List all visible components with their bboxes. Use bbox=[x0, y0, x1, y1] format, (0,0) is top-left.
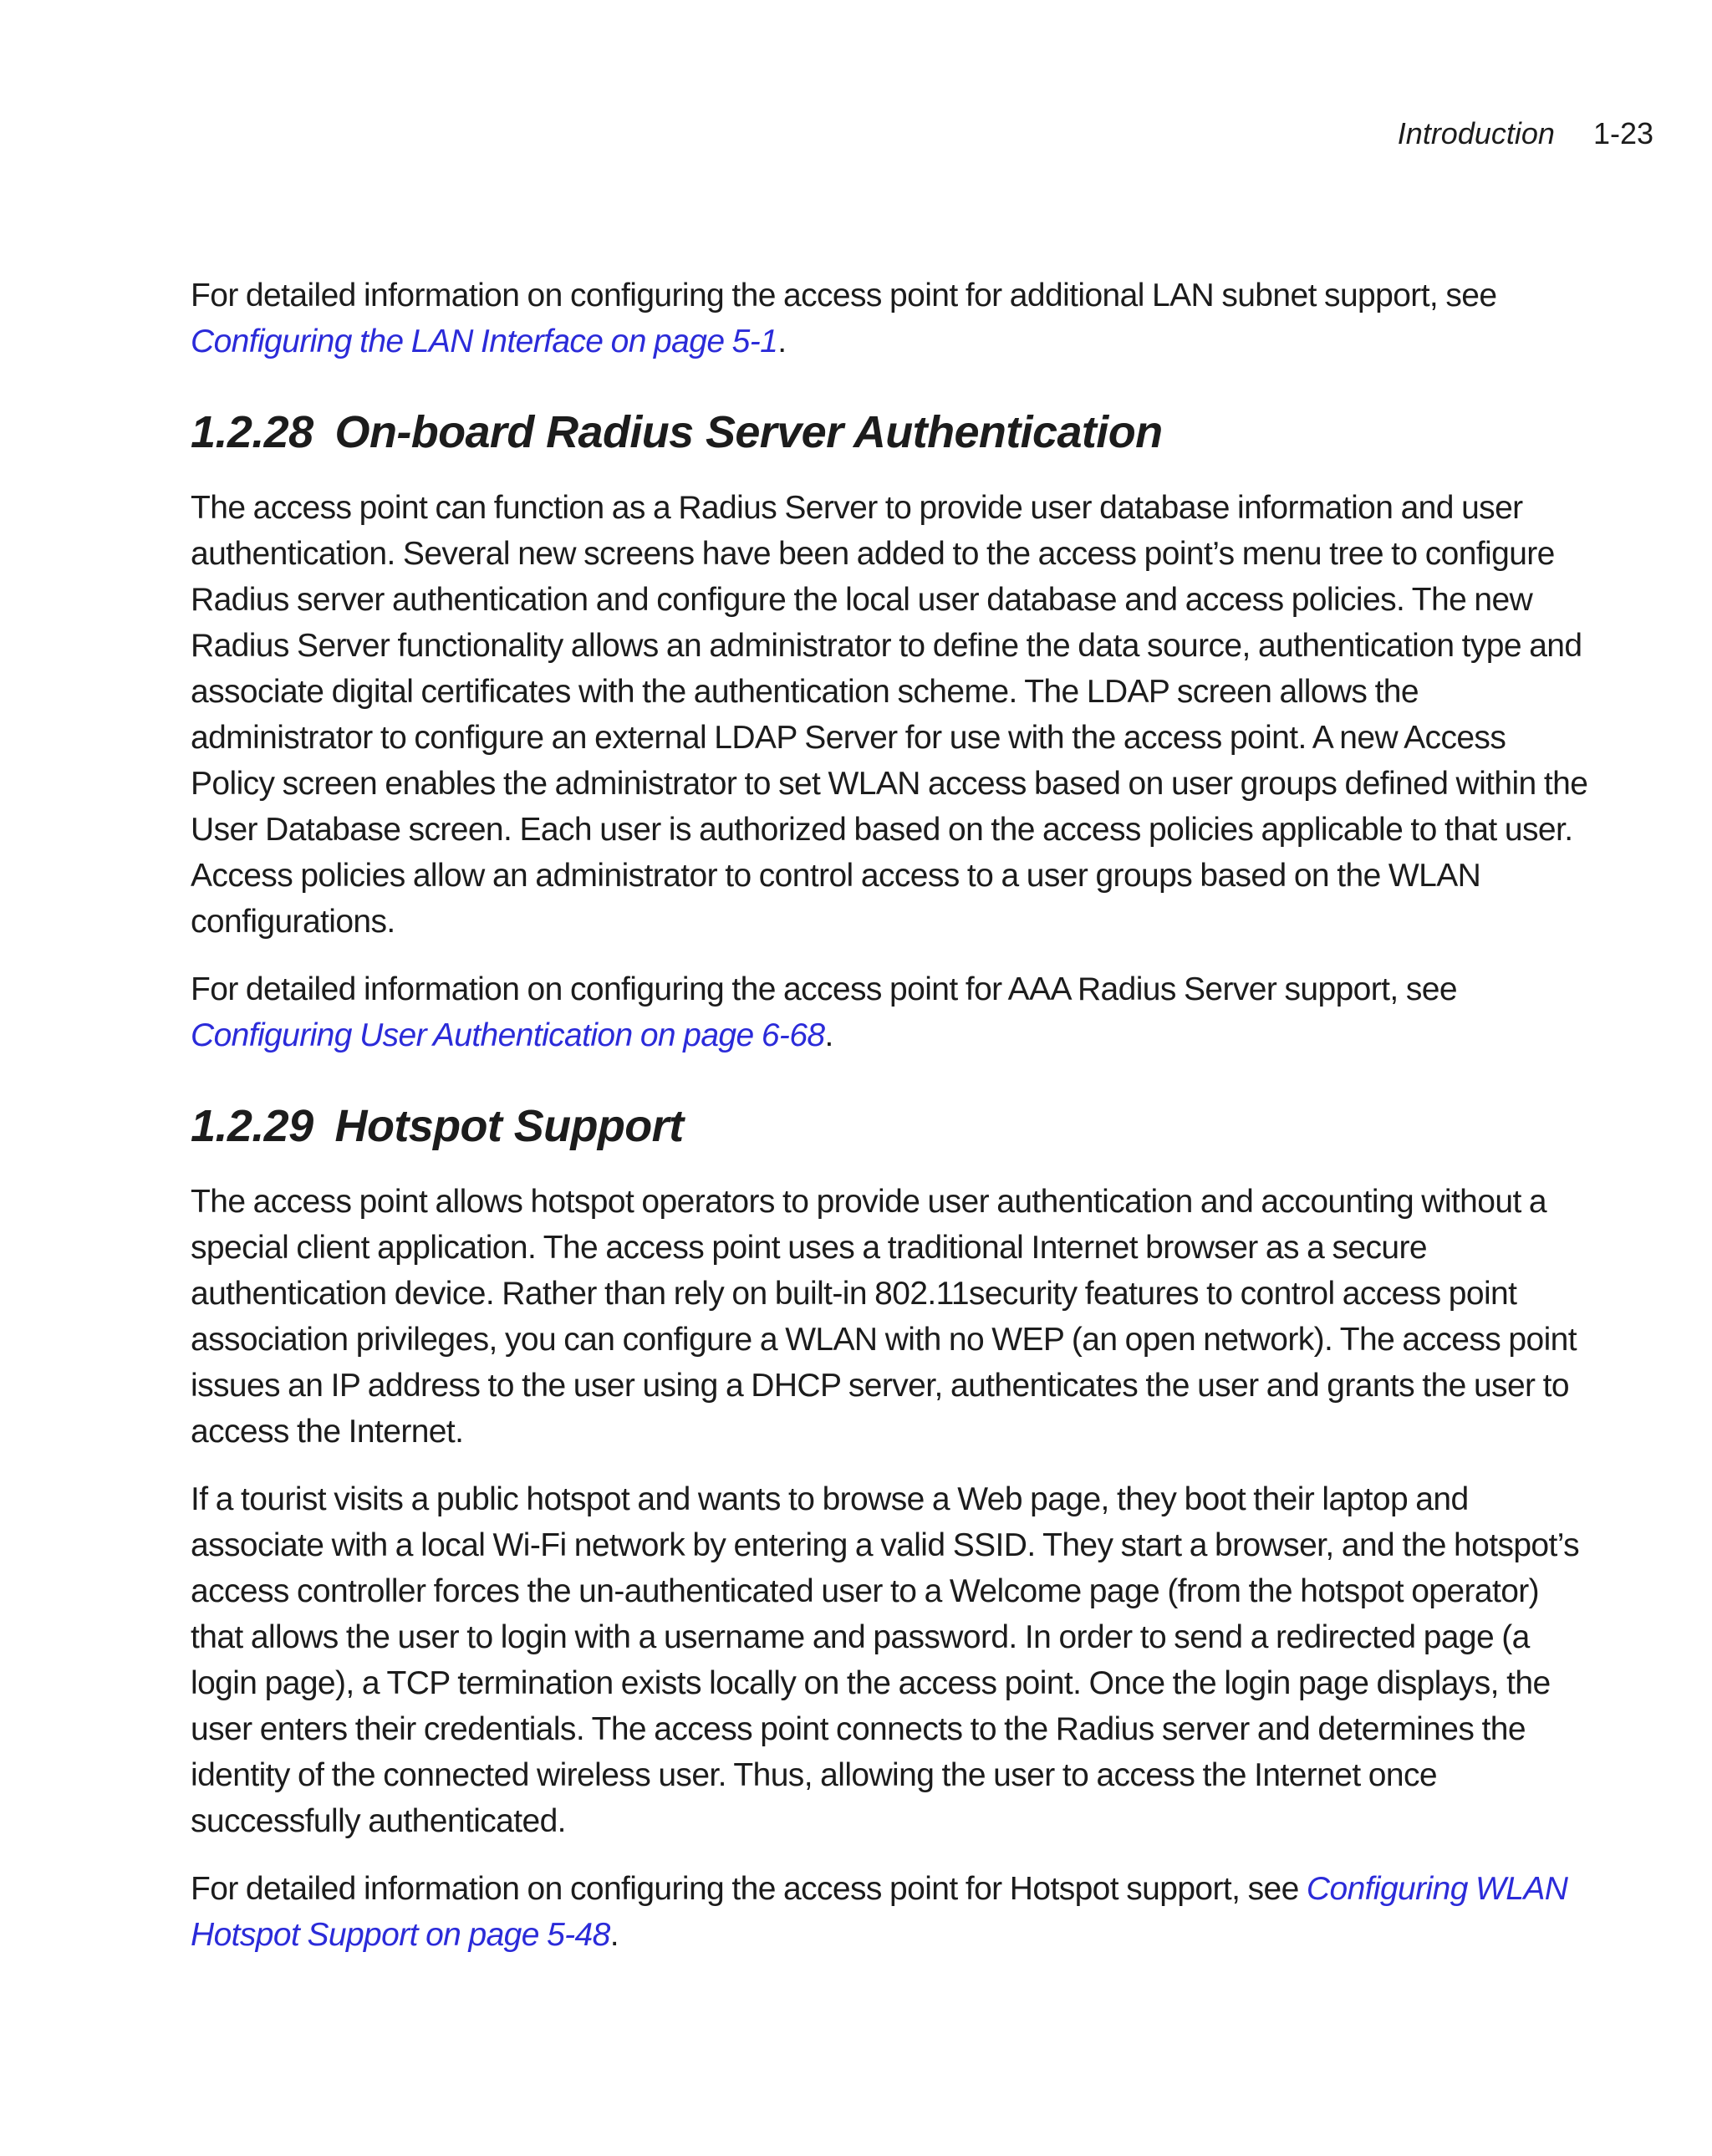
radius-ref-text: For detailed information on configuring the access point for AAA Radius Server support, see bbox=[191, 971, 1457, 1007]
radius-body-paragraph: The access point can function as a Radius Server to provide user database information and user authentication. Several new screens have been added to the access point’s menu tree to configure Radius server authentication and configure the local user database and access policies. The new Radius Server functionality allows an administrator to define the data source, authentication type and associate digital certificates with the authentication scheme. The LDAP screen allows the administrator to configure an external LDAP Server for use with the access point. A new Access Policy screen enables the administrator to set WLAN access based on user groups defined within the User Database screen. Each user is authorized based on the access policies applicable to that user. Access policies allow an administrator to control access to a user groups based on the WLAN configurations. bbox=[191, 490, 1588, 940]
section-title: Hotspot Support bbox=[334, 1101, 684, 1151]
section-heading-radius bbox=[191, 405, 1588, 460]
radius-ref-tail: . bbox=[824, 1017, 833, 1053]
running-header bbox=[1398, 114, 1653, 154]
hotspot-ref-tail: . bbox=[609, 1917, 619, 1953]
section-number: 1.2.28 bbox=[191, 407, 313, 457]
hotspot-ref-text: For detailed information on configuring the access point for Hotspot support, see bbox=[191, 1871, 1307, 1907]
page-content bbox=[191, 273, 1588, 1980]
intro-paragraph bbox=[191, 273, 1588, 364]
user-authentication-link[interactable]: Configuring User Authentication on page 6-68 bbox=[191, 1017, 825, 1053]
hotspot-reference-paragraph bbox=[191, 1866, 1588, 1958]
lan-interface-link[interactable]: Configuring the LAN Interface on page 5-1 bbox=[191, 324, 778, 359]
hotspot-body-paragraph-2: If a tourist visits a public hotspot and wants to browse a Web page, they boot their laptop and associate with a local Wi-Fi network by entering a valid SSID. They start a browser, and the hotspot’s access controller forces the un-authenticated user to a Welcome page (from the hotspot operator) that allows the user to login with a username and password. In order to send a redirected page (a login page), a TCP termination exists locally on the access point. Once the login page displays, the user enters their credentials. The access point connects to the Radius server and determines the identity of the connected wireless user. Thus, allowing the user to access the Internet once successfully authenticated. bbox=[191, 1481, 1580, 1839]
section-title: On-board Radius Server Authentication bbox=[334, 407, 1163, 457]
wlan-hotspot-link[interactable]: Configuring WLAN Hotspot Support on page 5-48 bbox=[191, 1871, 1568, 1953]
header-section-name: Introduction bbox=[1397, 116, 1555, 150]
section-number: 1.2.29 bbox=[191, 1101, 313, 1151]
section-heading-hotspot bbox=[191, 1098, 1588, 1154]
hotspot-body-paragraph-1: The access point allows hotspot operators to provide user authentication and accounting without a special client application. The access point uses a traditional Internet browser as a secure authentication device. Rather than rely on built-in 802.11security features to control access point association privileges, you can configure a WLAN with no WEP (an open network). The access point issues an IP address to the user using a DHCP server, authenticates the user and grants the user to access the Internet. bbox=[191, 1184, 1577, 1450]
intro-tail: . bbox=[777, 324, 787, 359]
header-page-number: 1-23 bbox=[1592, 116, 1653, 150]
intro-text: For detailed information on configuring the access point for additional LAN subnet support, see bbox=[191, 278, 1497, 313]
radius-reference-paragraph bbox=[191, 966, 1588, 1058]
